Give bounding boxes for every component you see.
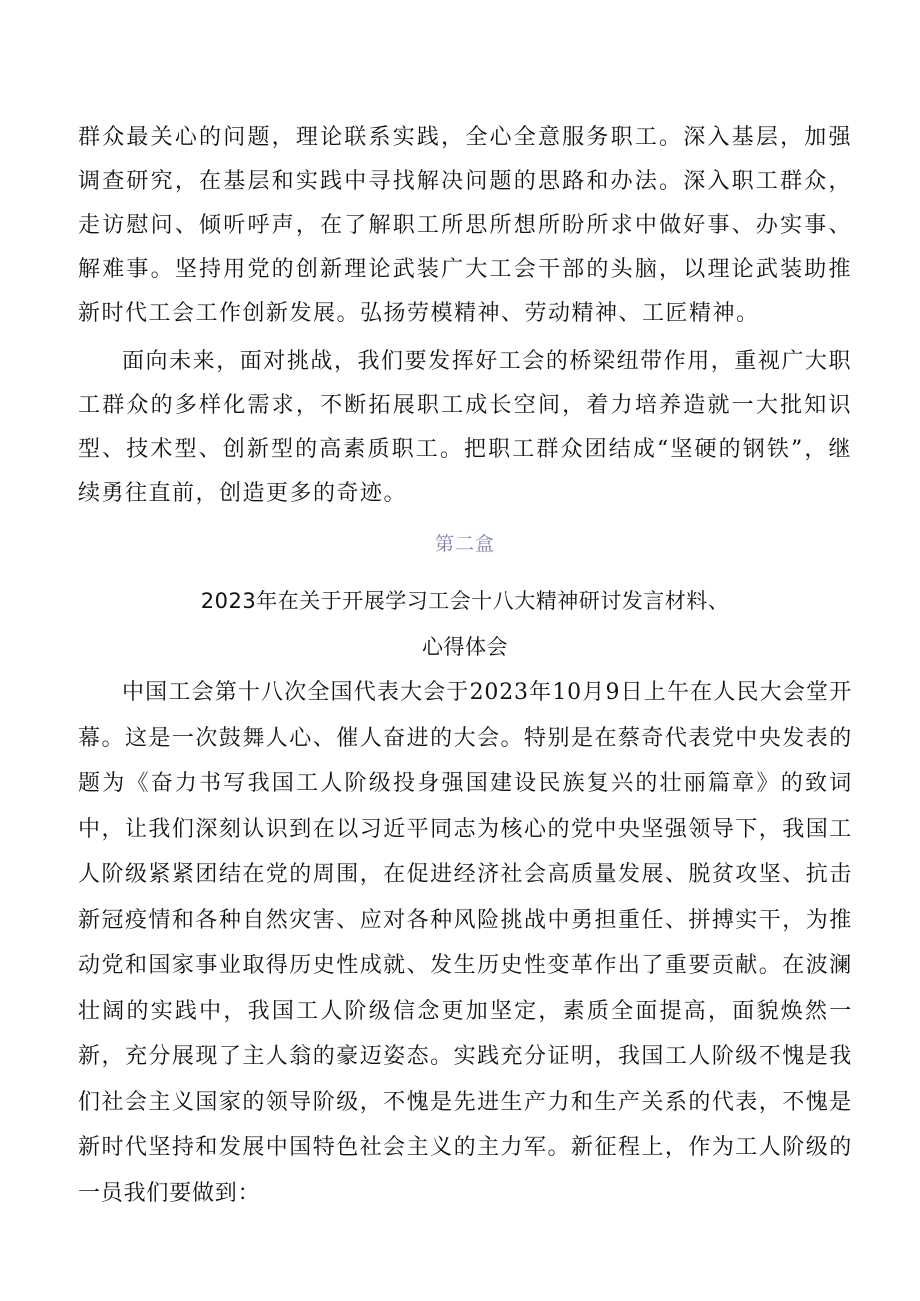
article-title-line-2: 心得体会 xyxy=(422,635,508,659)
body-paragraph-continued: 群众最关心的问题，理论联系实践，全心全意服务职工。深入基层，加强调查研究，在基层和实践中寻找解决问题的思路和办法。深入职工群众，走访慰问、倾听呼声，在了解职工所思所想所盼所求中做好事、办实事、解难事。坚持用党的创新理论武装广大工会干部的头脑，以理论武装助推新时代工会工作创新发展。弘扬劳模精神、劳动精神、工匠精神。 xyxy=(78,125,852,326)
section-label-underline-decoration xyxy=(78,556,852,564)
article-title-line-1: 2023年在关于开展学习工会十八大精神研讨发言材料、 xyxy=(200,589,730,613)
section-label: 第二盒 xyxy=(434,533,495,555)
article-body-paragraph: 中国工会第十八次全国代表大会于2023年10月9日上午在人民大会堂开幕。这是一次鼓舞人心、催人奋进的大会。特别是在蔡奇代表党中央发表的题为《奋力书写我国工人阶级投身强国建设民族复兴的壮丽篇章》的致词中，让我们深刻认识到在以习近平同志为核心的党中央坚强领导下，我国工人阶级紧紧团结在党的周围，在促进经济社会高质量发展、脱贫攻坚、抗击新冠疫情和各种自然灾害、应对各种风险挑战中勇担重任、拼搏实干，为推动党和国家事业取得历史性成就、发生历史性变革作出了重要贡献。在波澜壮阔的实践中，我国工人阶级信念更加坚定，素质全面提高，面貌焕然一新，充分展现了主人翁的豪迈姿态。实践充分证明，我国工人阶级不愧是我们社会主义国家的领导阶级，不愧是先进生产力和生产关系的代表，不愧是新时代坚持和发展中国特色社会主义的主力军。新征程上，作为工人阶级的一员我们要做到： xyxy=(78,680,852,1206)
body-paragraph-future: 面向未来，面对挑战，我们要发挥好工会的桥梁纽带作用，重视广大职工群众的多样化需求，不断拓展职工成长空间，着力培养造就一大批知识型、技术型、创新型的高素质职工。把职工群众团结成“坚硬的钢铁”，继续勇往直前，创造更多的奇迹。 xyxy=(78,349,852,506)
